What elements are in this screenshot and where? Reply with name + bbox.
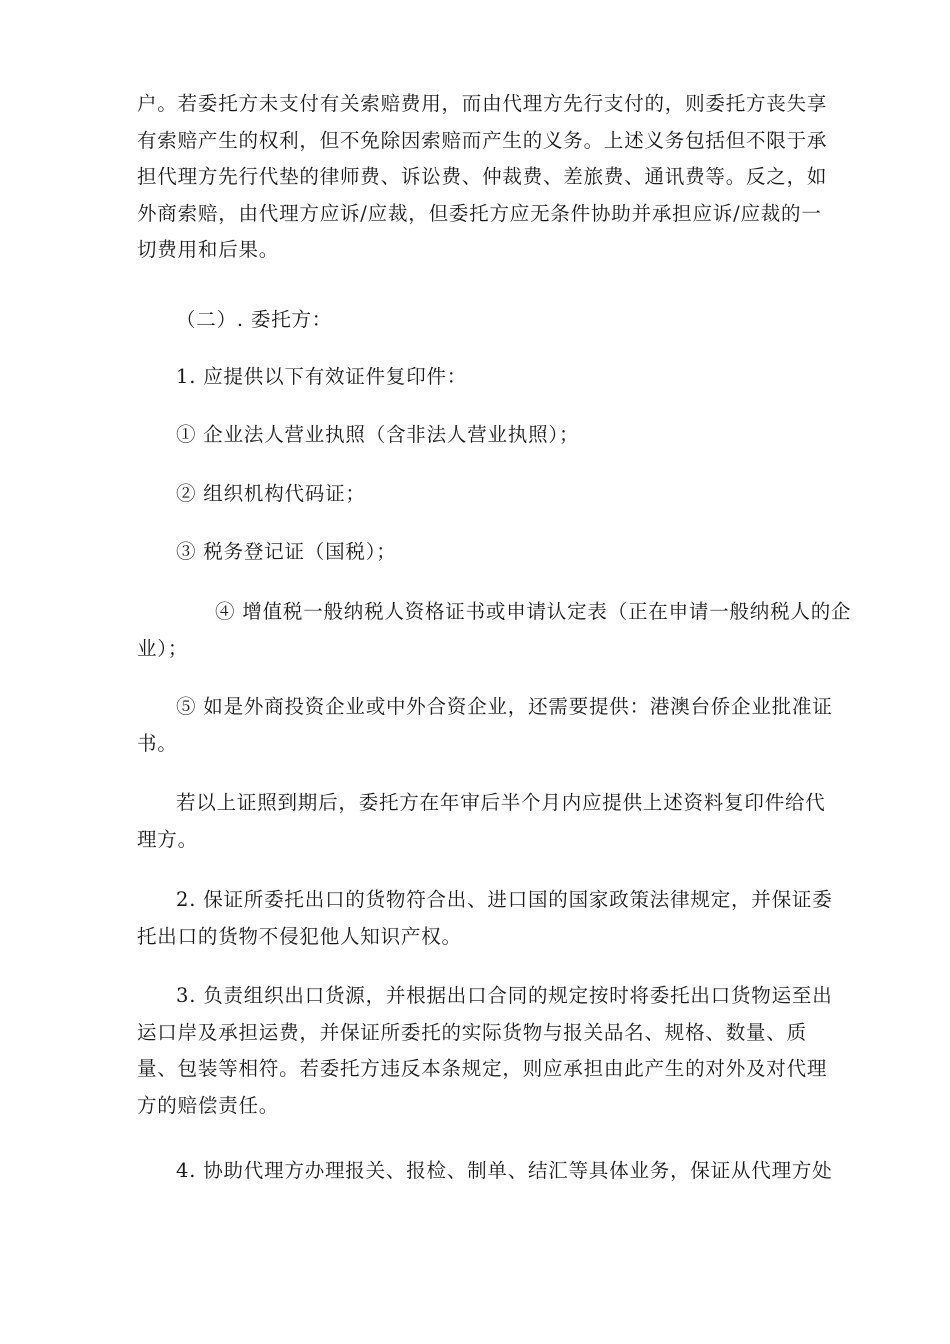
list-item-text: ⑤ 如是外商投资企业或中外合资企业，还需要提供：港澳台侨企业批准证	[176, 695, 833, 718]
list-item-text-continued: 业）；	[137, 636, 189, 660]
text-line: 有索赔产生的权利，但不免除因索赔而产生的义务。上述义务包括但不限于承	[137, 128, 828, 152]
text-line: 运口岸及承担运费，并保证所委托的实际货物与报关品名、规格、数量、质	[137, 1020, 807, 1044]
list-item-1	[176, 417, 852, 454]
list-item-text: ① 企业法人营业执照（含非法人营业执照）；	[176, 423, 580, 446]
text-line: 3. 负责组织出口货源，并根据出口合同的规定按时将委托出口货物运至出	[176, 984, 833, 1007]
list-item-text-continued: 书。	[137, 731, 178, 755]
paragraph-claims-continuation	[137, 86, 828, 269]
list-item-text: ③ 税务登记证（国税）；	[176, 540, 397, 563]
text-line: 若以上证照到期后，委托方在年审后半个月内应提供上述资料复印件给代	[176, 791, 826, 814]
text-line: 4. 协助代理方办理报关、报检、制单、结汇等具体业务，保证从代理方处	[176, 1159, 833, 1182]
section-heading-client	[176, 302, 852, 339]
clause-2	[137, 882, 833, 955]
section-heading-text: （二）. 委托方：	[176, 308, 333, 331]
text-line: 理方。	[137, 827, 198, 851]
list-item-3	[176, 534, 852, 571]
clause-4	[137, 1153, 833, 1190]
list-item-4	[137, 594, 852, 667]
list-item-5	[137, 689, 833, 762]
text-line: 2. 保证所委托出口的货物符合出、进口国的国家政策法律规定，并保证委	[176, 888, 833, 911]
text-line: 量、包装等相符。若委托方违反本条规定，则应承担由此产生的对外及对代理	[137, 1057, 828, 1080]
clause-1-heading	[176, 359, 852, 396]
list-item-text: ② 组织机构代码证；	[176, 482, 366, 505]
text-line: 户。若委托方未支付有关索赔费用，而由代理方先行支付的，则委托方丧失享	[137, 92, 828, 115]
list-item-text: ④ 增值税一般纳税人资格证书或申请认定表（正在申请一般纳税人的企	[215, 600, 852, 623]
text-line: 托出口的货物不侵犯他人知识产权。	[137, 924, 462, 948]
text-line: 切费用和后果。	[137, 238, 280, 261]
text-line: 方的赔偿责任。	[137, 1093, 280, 1117]
text-line: 外商索赔，由代理方应诉/应裁，但委托方应无条件协助并承担应诉/应裁的一	[137, 201, 822, 225]
clause-text: 1. 应提供以下有效证件复印件：	[176, 365, 468, 388]
list-item-2	[176, 476, 852, 513]
paragraph-renewal	[137, 785, 826, 858]
text-line: 担代理方先行代垫的律师费、诉讼费、仲裁费、差旅费、通讯费等。反之，如	[137, 165, 828, 188]
clause-3	[137, 978, 833, 1124]
